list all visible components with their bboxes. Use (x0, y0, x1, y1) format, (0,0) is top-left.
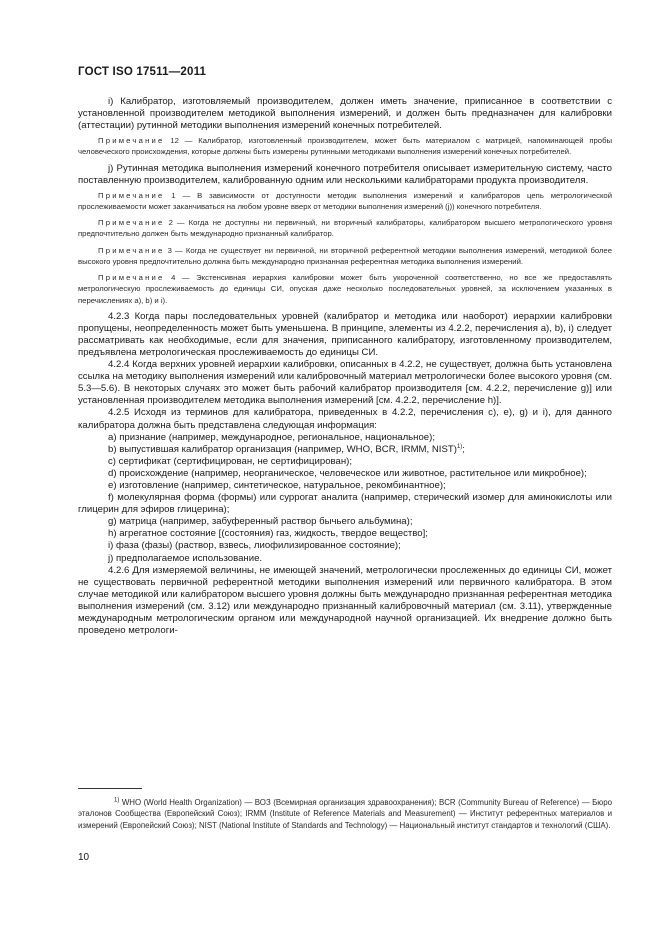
list-item-b (78, 444, 612, 456)
list-item-f: f) молекулярная форма (формы) или суррогат аналита (например, стерический изомер для аминокислоты или глицерин для эфиров глицерина); (78, 492, 612, 516)
document-header-code: ГОСТ ISO 17511—2011 (78, 66, 207, 78)
list-item-b-text: b) выпустившая калибратор организация (например, WHO, BCR, IRMM, NIST) (108, 443, 457, 455)
list-item-e: e) изготовление (например, синтетическое, натуральное, рекомбинантное); (108, 480, 446, 492)
note-1-label: Примечание (98, 190, 165, 200)
note-3-label: Примечание (98, 245, 165, 255)
note-2-label: Примечание (98, 218, 165, 228)
note-4 (78, 272, 612, 306)
note-2 (78, 217, 612, 239)
footnote-ref-1: 1) (456, 443, 463, 450)
note-1-text: 1 — В зависимости от доступности методик выполнения измерений и калибраторов цепь метрологической прослеживаемости может заканчиваться на любом уровне вверх от методики выполнения измерений (j)) конечного потребителя. (78, 190, 612, 212)
note-12 (78, 135, 612, 157)
section-4-2-4: 4.2.4 Когда верхних уровней иерархии калибровки, описанных в 4.2.2, не существует, должна быть установлена ссылка на методику выполнения измерений или калибровочный материал метрологически более высокого уровня (см. 5.3—5.6). В некоторых случаях это может быть рабочий калибратор производителя [см. 4.2.2, перечисление g)] или установленная производителем методика выполнения измерений [см. 4.2.2, перечисление h)]. (78, 359, 612, 407)
note-4-label: Примечание (98, 273, 165, 283)
note-2-text: 2 — Когда не доступны ни первичный, ни вторичный калибраторы, калибратором высшего метрологического уровня предпочтительно должен быть международно признанный калибратор. (78, 218, 613, 239)
note-3-text: 3 — Когда не существует ни первичной, ни вторичной референтной методики выполнения измерений, методикой более высокого уровня предпочтительно должна быть международно признанная референтная методика выполнения измерений. (78, 245, 612, 266)
item-i-paragraph: i) Калибратор, изготовляемый производителем, должен иметь значение, приписанное в соответствии с установленной производителем методикой выполнения измерений, и должен быть предназначен для калибровки (аттестации) рутинной методики выполнения измерений конечных потребителей. (78, 96, 612, 132)
list-item-h: h) агрегатное состояние [(состояния) газ, жидкость, твердое вещество]; (108, 528, 428, 540)
document-body (78, 96, 612, 637)
list-item-a: a) признание (например, международное, региональное, национальное); (108, 431, 435, 443)
list-item-d: d) происхождение (например, неорганическое, человеческое или животное, растительное или микробное); (108, 467, 587, 479)
list-item-i: i) фаза (фазы) (раствор, взвесь, лиофилизированное состояние); (108, 540, 401, 552)
section-4-2-3: 4.2.3 Когда пары последовательных уровней (калибратор и методика или наоборот) иерархии калибровки пропущены, неопределенность может быть уменьшена. В принципе, элементы из 4.2.2, перечисления a), b), i) следует рассматривать как необходимые, если для значения, приписанного калибратору, изготовленному производителем, предъявлена метрологическая прослеживаемость до единицы СИ. (78, 310, 612, 358)
list-item-j: j) предполагаемое использование. (108, 552, 263, 564)
list-item-g: g) матрица (например, забуференный раствор бычьего альбумина); (108, 516, 413, 528)
footnote (78, 797, 612, 831)
footnote-marker: 1) (114, 797, 120, 804)
section-4-2-6: 4.2.6 Для измеряемой величины, не имеющей значений, метрологически прослеженных до единицы СИ, может не существовать первичной референтной методики выполнения измерений или первичного калибратора. В этом случае методикой или калибратором высшего уровня должны быть международно признанная референтная методика выполнения измерений (см. 3.12) или международно признанный калибровочный материал (см. 3.11), утвержденные международным метрологическим органом или международной научной организацией. Их внедрение должно быть проведено метрологи- (78, 564, 612, 637)
note-4-text: 4 — Экстенсивная иерархия калибровки может быть укороченной соответственно, но все же предоставлять метрологическую прослеживаемость до единицы СИ, опуская даже несколько последовательных уровней, за исключением указанных в перечислениях a), b) и i). (78, 273, 613, 305)
note-12-text: 12 — Калибратор, изготовленный производителем, может быть материалом с матрицей, напоминающей пробы человеческого происхождения, которые должны быть измерены рутинными методиками выполнения измерений конечных потребителей. (78, 136, 612, 157)
note-12-label: Примечание (98, 136, 165, 146)
page-number: 10 (78, 852, 90, 863)
note-1 (78, 190, 612, 212)
list-item-c: c) сертификат (сертифицирован, не сертифицирован); (108, 455, 353, 467)
list-item-b-end: ; (462, 443, 465, 455)
note-3 (78, 245, 612, 267)
section-4-2-5: 4.2.5 Исходя из терминов для калибратора, приведенных в 4.2.2, перечисления c), e), g) и i), для данного калибратора должна быть представлена следующая информация: (78, 407, 612, 431)
item-j-paragraph: j) Рутинная методика выполнения измерений конечного потребителя описывает измерительную систему, часто поставленную производителем, калиброванную одним или несколькими калибраторами продукта производителя. (78, 162, 612, 186)
footnote-text: WHO (World Health Organization) — ВОЗ (Всемирная организация здравоохранения); BCR (Community Bureau of Reference) — Бюро эталонов Сообщества (Европейский Союз); IRMM (Institute of Reference Materials and Measurement) — Институт референтных материалов и измерений (Европейский Союз); NIST (National Institute of Standards and Technology) — Национальный институт стандартов и технологий (США). (78, 798, 612, 830)
footnote-divider (78, 788, 142, 789)
